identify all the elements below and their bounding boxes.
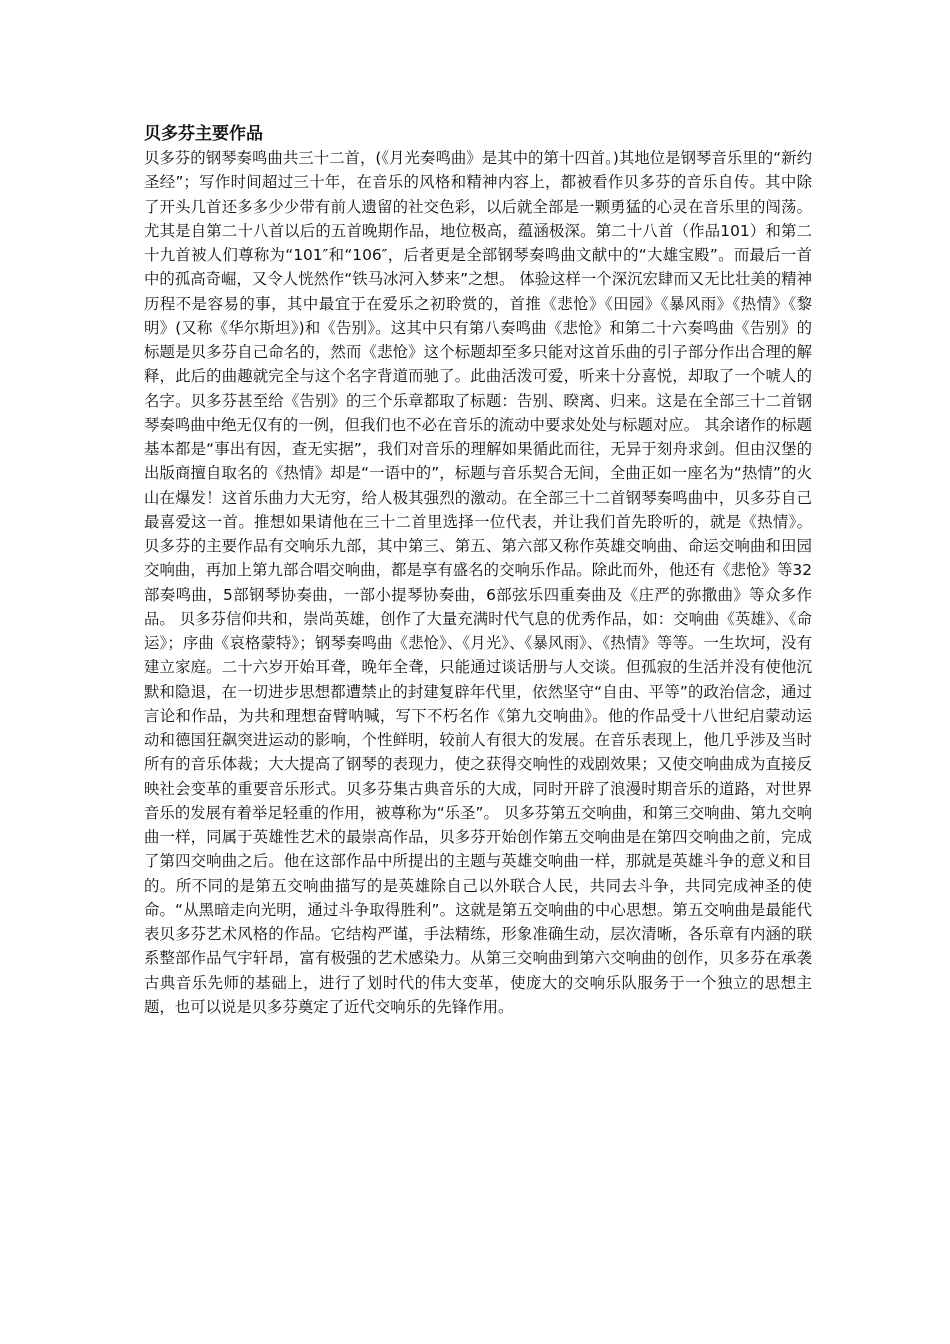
document-title: 贝多芬主要作品 [144, 124, 263, 144]
document-content [144, 122, 812, 1019]
document-body-paragraph: 贝多芬的钢琴奏鸣曲共三十二首，(《月光奏鸣曲》是其中的第十四首。)其地位是钢琴音乐里的“新约圣经”；写作时间超过三十年，在音乐的风格和精神内容上，都被看作贝多芬的音乐自传。其中除了开头几首还多多少少带有前人遗留的社交色彩，以后就全部是一颗勇猛的心灵在音乐里的闯荡。尤其是自第二十八首以后的五首晚期作品，地位极高，蕴涵极深。第二十八首（作品101）和第二十九首被人们尊称为“101″和“106″，后者更是全部钢琴奏鸣曲文献中的“大雄宝殿”。而最后一首中的孤高奇崛，又令人恍然作“铁马冰河入梦来”之想。 体验这样一个深沉宏肆而又无比壮美的精神历程不是容易的事，其中最宜于在爱乐之初聆赏的，首推《悲怆》《田园》《暴风雨》《热情》《黎明》(又称《华尔斯坦》)和《告别》。这其中只有第八奏鸣曲《悲怆》和第二十六奏鸣曲《告别》的标题是贝多芬自己命名的，然而《悲怆》这个标题却至多只能对这首乐曲的引子部分作出合理的解释，此后的曲趣就完全与这个名字背道而驰了。此曲活泼可爱，听来十分喜悦，却取了一个唬人的名字。贝多芬甚至给《告别》的三个乐章都取了标题：告别、睽离、归来。这是在全部三十二首钢琴奏鸣曲中绝无仅有的一例，但我们也不必在音乐的流动中要求处处与标题对应。 其余诸作的标题基本都是“事出有因，查无实据”，我们对音乐的理解如果循此而往，无异于刻舟求剑。但由汉堡的出版商擅自取名的《热情》却是“一语中的”，标题与音乐契合无间，全曲正如一座名为“热情”的火山在爆发！这首乐曲力大无穷，给人极其强烈的激动。在全部三十二首钢琴奏鸣曲中，贝多芬自己最喜爱这一首。推想如果请他在三十二首里选择一位代表，并让我们首先聆听的，就是《热情》。 贝多芬的主要作品有交响乐九部，其中第三、第五、第六部又称作英雄交响曲、命运交响曲和田园交响曲，再加上第九部合唱交响曲，都是享有盛名的交响乐作品。除此而外，他还有《悲怆》等32部奏鸣曲，5部钢琴协奏曲，一部小提琴协奏曲，6部弦乐四重奏曲及《庄严的弥撒曲》等众多作品。 贝多芬信仰共和，崇尚英雄，创作了大量充满时代气息的优秀作品，如：交响曲《英雄》、《命运》；序曲《哀格蒙特》；钢琴奏鸣曲《悲怆》、《月光》、《暴风雨》、《热情》等等。一生坎坷，没有建立家庭。二十六岁开始耳聋，晚年全聋，只能通过谈话册与人交谈。但孤寂的生活并没有使他沉默和隐退，在一切进步思想都遭禁止的封建复辟年代里，依然坚守“自由、平等”的政治信念，通过言论和作品，为共和理想奋臂呐喊，写下不朽名作《第九交响曲》。他的作品受十八世纪启蒙动运动和德国狂飙突进运动的影响，个性鲜明，较前人有很大的发展。在音乐表现上，他几乎涉及当时所有的音乐体裁；大大提高了钢琴的表现力，使之获得交响性的戏剧效果；又使交响曲成为直接反映社会变革的重要音乐形式。贝多芬集古典音乐的大成，同时开辟了浪漫时期音乐的道路，对世界音乐的发展有着举足轻重的作用，被尊称为“乐圣”。 贝多芬第五交响曲，和第三交响曲、第九交响曲一样，同属于英雄性艺术的最崇高作品，贝多芬开始创作第五交响曲是在第四交响曲之前，完成了第四交响曲之后。他在这部作品中所提出的主题与英雄交响曲一样，那就是英雄斗争的意义和目的。所不同的是第五交响曲描写的是英雄除自己以外联合人民，共同去斗争，共同完成神圣的使命。“从黑暗走向光明，通过斗争取得胜利”。这就是第五交响曲的中心思想。第五交响曲是最能代表贝多芬艺术风格的作品。它结构严谨，手法精练，形象准确生动，层次清晰，各乐章有内涵的联系整部作品气宇轩昂，富有极强的艺术感染力。从第三交响曲到第六交响曲的创作，贝多芬在承袭古典音乐先师的基础上，进行了划时代的伟大变革，使庞大的交响乐队服务于一个独立的思想主题，也可以说是贝多芬奠定了近代交响乐的先锋作用。 [144, 149, 812, 1016]
